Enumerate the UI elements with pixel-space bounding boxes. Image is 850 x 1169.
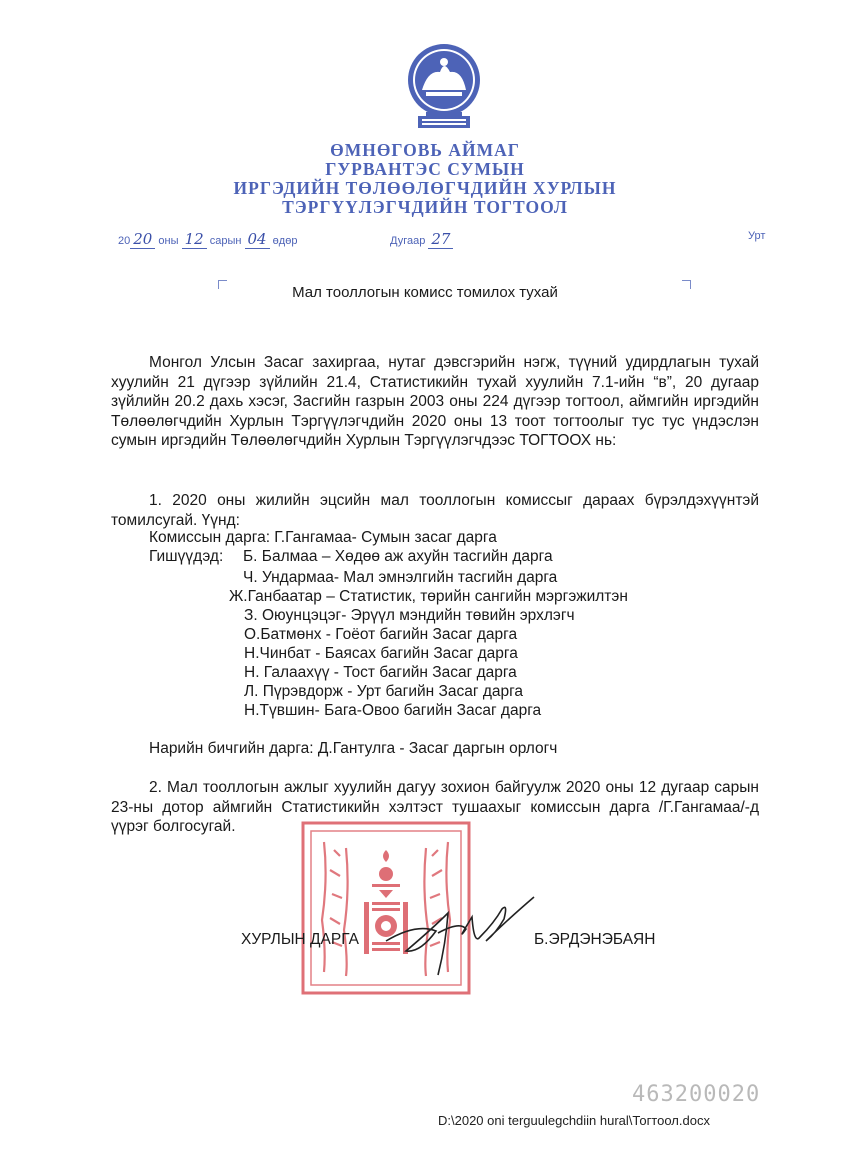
item-2-paragraph: 2. Мал тооллогын ажлыг хуулийн дагуу зохион байгуулж 2020 оны 12 дугаар сарын 23-ны дотор аймгийн Статистикийн хэлтэст тушаахыг комиссын дарга /Г.Гангамаа/-д үүрэг болгосугай. <box>111 779 759 835</box>
member-item: О.Батмөнх - Гоёот багийн Засаг дарга <box>244 626 518 643</box>
member-item: Н. Галаахүү - Тост багийн Засаг дарга <box>244 664 517 681</box>
year-prefix: 20 <box>118 235 131 247</box>
number-handwritten: 27 <box>428 230 453 249</box>
file-path: D:\2020 oni terguulegchdiin hural\Тогтоол.docx <box>438 1113 710 1128</box>
document-title: Мал тооллогын комисс томилох тухай <box>292 284 558 301</box>
member-item: Б. Балмаа – Хөдөө аж ахуйн тасгийн дарга <box>243 548 553 565</box>
place: Урт <box>748 230 766 242</box>
day-handwritten: 04 <box>245 230 270 249</box>
member-item: Ж.Ганбаатар – Статистик, төрийн сангийн мэргэжилтэн <box>229 588 628 605</box>
state-emblem-icon <box>404 42 484 134</box>
members-label: Гишүүдэд: <box>149 548 224 565</box>
header-decree: ТЭРГҮҮЛЭГЧДИЙН ТОГТООЛ <box>282 197 568 217</box>
header-aimag: ӨМНӨГОВЬ АЙМАГ <box>330 140 520 160</box>
member-item: Л. Пүрэвдорж - Урт багийн Засаг дарга <box>244 683 524 700</box>
year-handwritten: 20 <box>130 230 155 249</box>
member-item: Н.Түвшин- Бага-Овоо багийн Засаг дарга <box>244 702 542 719</box>
signatory-name: Б.ЭРДЭНЭБАЯН <box>534 931 656 948</box>
preamble-paragraph: Монгол Улсын Засаг захиргаа, нутаг дэвсгэрийн нэгж, түүний удирдлагын тухай хуулийн 21 дүгээр зүйлийн 21.4, Статистикийн тухай хуулийн 7.1-ийн “в”, 20 дугаар зүйлийн 20.2 дахь хэсэг, Засгийн газрын 2003 оны 224 дүгээр тогтоол, аймгийн иргэдийн Төлөөлөгчдийн Хурлын Тэргүүлэгчдийн 2020 оны 13 тоот тогтоолыг тус тус үндэслэн сумын иргэдийн Төлөөлөгчдийн Хурлын Тэргүүлэгчдээс ТОГТООХ нь: <box>111 354 759 449</box>
member-item: Н.Чинбат - Баясах багийн Засаг дарга <box>244 645 518 662</box>
commission-chair: Комиссын дарга: Г.Гангамаа- Сумын засаг дарга <box>149 529 497 546</box>
member-item: Ч. Ундармаа- Мал эмнэлгийн тасгийн дарга <box>243 569 558 586</box>
year-label: оны <box>158 235 179 247</box>
month-label: сарын <box>209 235 242 247</box>
member-item: З. Оюунцэцэг- Эрүүл мэндийн төвийн эрхлэгч <box>244 607 575 624</box>
item-1-paragraph: 1. 2020 оны жилийн эцсийн мал тооллогын комиссыг дараах бүрэлдэхүүнтэй томилсугай. Үүнд: <box>111 492 759 529</box>
number-line <box>390 230 453 248</box>
registration-number: 463200020 <box>632 1082 761 1107</box>
secretary: Нарийн бичгийн дарга: Д.Гантулга - Засаг даргын орлогч <box>149 740 558 757</box>
signatory-title: ХУРЛЫН ДАРГА <box>241 931 359 948</box>
handwritten-signature-icon <box>376 893 536 981</box>
date-line <box>118 230 297 248</box>
number-label: Дугаар <box>390 235 426 247</box>
header-khural: ИРГЭДИЙН ТӨЛӨӨЛӨГЧДИЙН ХУРЛЫН <box>233 178 617 198</box>
month-handwritten: 12 <box>182 230 207 249</box>
day-label: өдөр <box>272 235 298 247</box>
header-sum: ГУРВАНТЭС СУМЫН <box>325 159 525 179</box>
